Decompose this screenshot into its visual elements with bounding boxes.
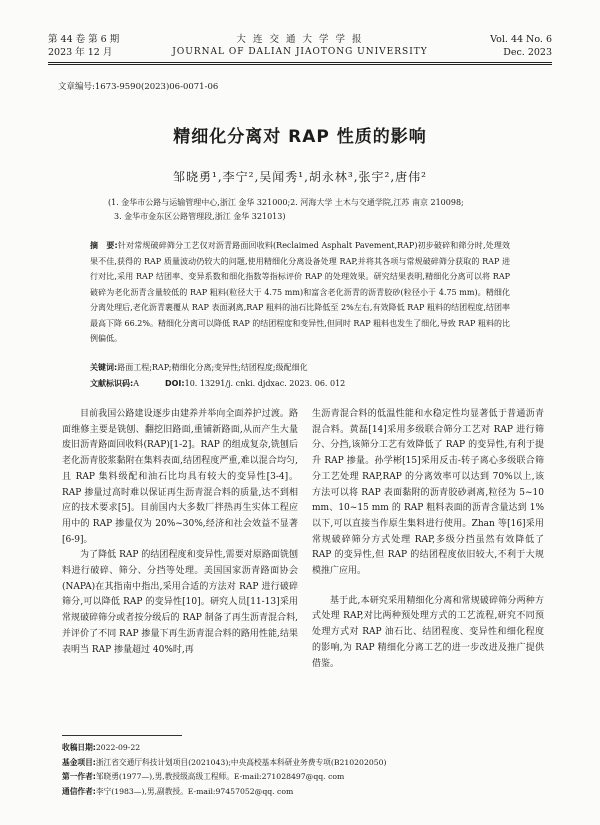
header-rule-thin bbox=[48, 64, 552, 65]
keywords bbox=[90, 360, 510, 376]
volume-issue-en: Vol. 44 No. 6 bbox=[490, 34, 552, 45]
publication-date: 2023 年 12 月 bbox=[48, 47, 113, 58]
body-paragraph: 目前我国公路建设逐步由建养并举向全面养护过渡。路面维修主要是铣刨、翻挖旧路面,重铺新路面,从而产生大量废旧沥青路面回收料(RAP)[1-2]。RAP 的组成复杂,铣刨后老化沥青胶浆黏附在集料表面,结团程度严重,难以混合均匀,且 RAP 集料级配和油石比均具有较大的变异性[3-4]。RAP 掺量过高时难以保证再生沥青混合料的质量,达不到相应的技术要求[5]。目前国内大多数厂拌热再生实体工程应用中的 RAP 掺量仅为 20%~30%,经济和社会效益不显著[6-9]。 bbox=[62, 409, 298, 545]
affiliations bbox=[108, 196, 548, 224]
doi-label: DOI: bbox=[164, 378, 185, 388]
paper-title: 精细化分离对 RAP 性质的影响 bbox=[173, 127, 427, 147]
footnote-text: 2022-09-22 bbox=[95, 743, 141, 752]
footnote-label: 收稿日期: bbox=[62, 743, 96, 752]
body-paragraph: 为了降低 RAP 的结团程度和变异性,需要对原路面铣刨料进行破碎、筛分、分挡等处理。美国国家沥青路面协会(NAPA)在其指南中指出,采用合适的方法对 RAP 进行破碎筛分,可以降低 RAP 的变异性[10]。研究人员[11-13]采用常规破碎筛分或者按分级后的 RAP 制备了再生沥青混合料,并评价了不同 RAP 掺量下再生沥青混合料的路用性能,结果表明当 RAP 掺量超过 40%时,再 bbox=[62, 550, 298, 655]
header-rule-thick bbox=[48, 62, 552, 63]
journal-name-en: JOURNAL OF DALIAN JIAOTONG UNIVERSITY bbox=[172, 47, 428, 57]
abstract-label: 摘 要: bbox=[90, 241, 118, 250]
footnote-label: 基金项目: bbox=[62, 757, 96, 767]
affiliation-line: (1. 金华市公路与运输管理中心,浙江 金华 321000;2. 河海大学 土木与交通学院,江苏 南京 210098; bbox=[108, 198, 464, 207]
classification bbox=[90, 376, 510, 392]
body-paragraph: 基于此,本研究采用精细化分离和常规破碎筛分两种方式处理 RAP,对比两种预处理方式的工艺流程,研究不同预处理方式对 RAP 油石比、结团程度、变异性和细化程度的影响,为 RAP 精细化分离工艺的进一步改进及推广提供借鉴。 bbox=[312, 595, 544, 669]
keywords-label: 关键词: bbox=[90, 363, 118, 372]
publication-date-en: Dec. 2023 bbox=[503, 47, 552, 58]
affiliation-line: 3. 金华市金东区公路管理段,浙江 金华 321013) bbox=[114, 212, 286, 221]
received-date bbox=[62, 741, 542, 756]
abstract-text: 针对常规破碎筛分工艺仅对沥青路面回收料(Reclaimed Asphalt Pavement,RAP)初步破碎和筛分时,处理效果不佳,获得的 RAP 质量波动仍较大的问题,使用精细化分离设备处理 RAP,并将其各项与常规破碎筛分获取的 RAP 进行对比,采用 RAP 结团率、变异系数和细化指数等指标评价 RAP 的处理效果。研究结果表明,精细化分离可以将 RAP 破碎为老化沥青含量较低的 RAP 粗料(粒径大于 4.75 mm)和富含老化沥青的沥青胶砂(粒径小于 4.75 mm)。精细化分离处理后,老化沥青裹覆从 RAP 表面剥离,RAP 粗料的油石比降低至 2%左右,有效降低 RAP 粗料的结团程度,结团率最高下降 66.2%。精细化分离可以降低 RAP 的结团程度和变异性,但同时 RAP 粗料也发生了细化,导致 RAP 粗料的比例偏低。 bbox=[90, 241, 510, 343]
doi-value: 10. 13291/j. cnki. djdxac. 2023. 06. 012 bbox=[184, 378, 346, 388]
journal-name-cn: 大 连 交 通 大 学 学 报 bbox=[236, 34, 364, 45]
footnote-label: 通信作者: bbox=[62, 786, 96, 796]
volume-issue: 第 44 卷 第 6 期 bbox=[48, 34, 120, 45]
journal-volume-issue-en bbox=[490, 33, 552, 59]
footnote-text: 李宁(1983—),男,副教授。E-mail:97457052@qq. com bbox=[95, 786, 294, 796]
corresponding-author bbox=[62, 785, 542, 800]
article-number: 文章编号:1673-9590(2023)06-0071-06 bbox=[58, 82, 219, 92]
doc-code-value: A bbox=[133, 378, 139, 388]
first-author bbox=[62, 770, 542, 785]
journal-name bbox=[150, 33, 450, 59]
abstract bbox=[90, 238, 510, 347]
body-column-right bbox=[312, 407, 544, 672]
keywords-text: 路面工程;RAP;精细化分离;变异性;结团程度;级配细化 bbox=[117, 363, 308, 372]
body-paragraph: 生沥青混合料的低温性能和水稳定性均显著低于普通沥青混合料。黄磊[14]采用多级联合筛分工艺对 RAP 进行筛分、分挡,该筛分工艺有效降低了 RAP 的变异性,有利于提升 RAP 掺量。孙学彬[15]采用反击-转子离心多级联合筛分工艺处理 RAP,RAP 的分离效率可以达到 70%以上,该方法可以将 RAP 表面黏附的沥青胶砂剥离,粒径为 5~10 mm、10~15 mm 的 RAP 粗料表面的沥青含量达到 1%以下,可以直接当作原生集料进行使用。Zhan 等[16]采用常规破碎筛分方式处理 RAP,多级分挡虽然有效降低了 RAP 的变异性,但 RAP 的结团程度依旧较大,不利于大规模推广应用。 bbox=[312, 409, 544, 577]
footnote-text: 邹晓勇(1977—),男,教授级高级工程师。E-mail:271028497@qq. com bbox=[95, 772, 345, 781]
footnotes bbox=[62, 741, 542, 799]
funding bbox=[62, 756, 542, 771]
author-list: 邹晓勇¹,李宁²,吴闻秀¹,胡永林³,张宇²,唐伟² bbox=[173, 170, 427, 184]
footnote-rule bbox=[62, 735, 182, 736]
footnote-label: 第一作者: bbox=[62, 772, 96, 781]
body-column-left bbox=[62, 407, 298, 658]
journal-volume-issue bbox=[48, 33, 119, 59]
keywords-block bbox=[90, 360, 510, 391]
footnote-text: 浙江省交通厅科技计划项目(2021043);中央高校基本科研业务费专项(B210202050) bbox=[95, 757, 387, 767]
doc-code-label: 文献标识码: bbox=[90, 378, 134, 388]
